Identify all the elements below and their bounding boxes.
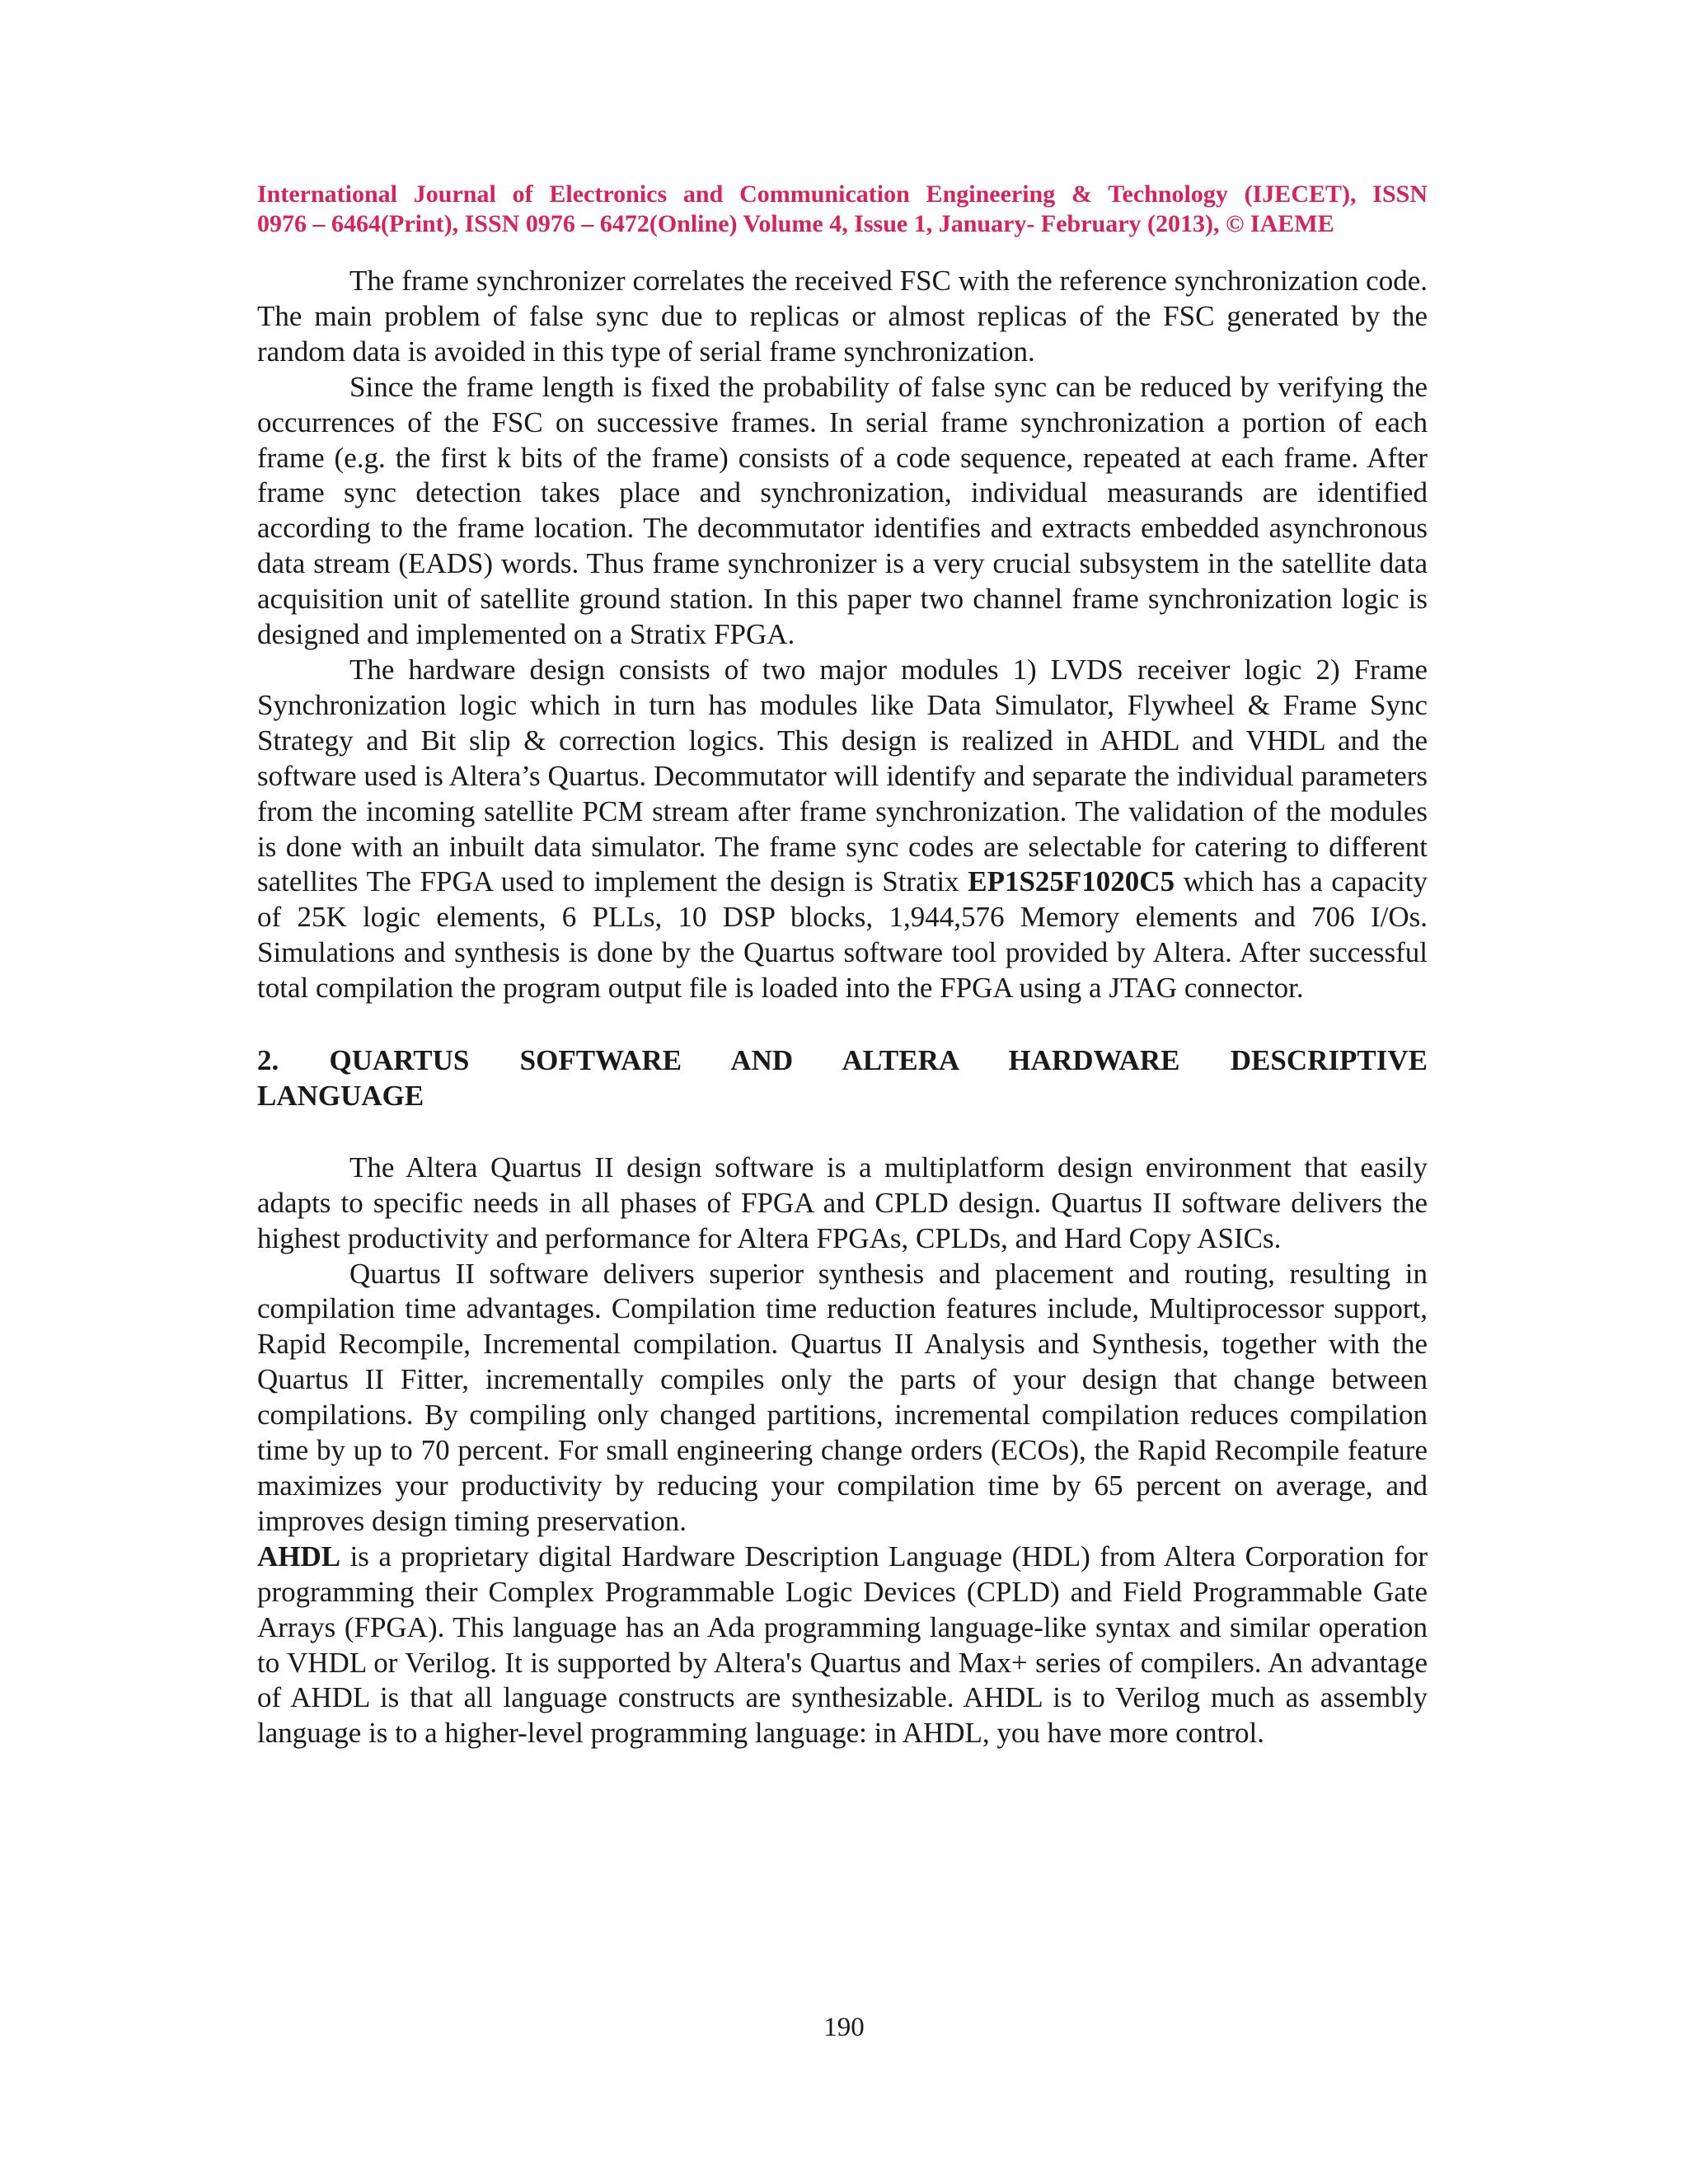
ahdl-description: is a proprietary digital Hardware Description Language (HDL) from Altera Corporation for programming their Complex Programmable Logic Devices (CPLD) and Field Programmable Gate Arrays (FPGA). This language has an Ada programming language-like syntax and similar operation to VHDL or Verilog. It is supported by Altera's Quartus and Max+ series of compilers. An advantage of AHDL is that all language constructs are synthesizable. AHDL is to Verilog much as assembly language is to a higher-level programming language: in AHDL, you have more control. (257, 1540, 1428, 1750)
section-heading-line1: 2. QUARTUS SOFTWARE AND ALTERA HARDWARE DESCRIPTIVE (257, 1044, 1428, 1077)
page-content (257, 180, 1428, 1751)
paragraph-quartus-intro: The Altera Quartus II design software is a multiplatform design environment that easily adapts to specific needs in all phases of FPGA and CPLD design. Quartus II software delivers the highest productivity and performance for Altera FPGAs, CPLDs, and Hard Copy ASICs. (257, 1151, 1428, 1254)
hardware-design-text-before: The hardware design consists of two major modules 1) LVDS receiver logic 2) Frame Synchronization logic which in turn has modules like Data Simulator, Flywheel & Frame Sync Strategy and Bit slip & correction logics. This design is realized in AHDL and VHDL and the software used is Altera’s Quartus. Decommutator will identify and separate the individual parameters from the incoming satellite PCM stream after frame synchronization. The validation of the modules is done with an inbuilt data simulator. The frame sync codes are selectable for catering to different satellites The FPGA used to implement the design is Stratix (257, 653, 1428, 898)
paragraph-ahdl (257, 1540, 1428, 1751)
journal-header-line1: International Journal of Electronics and Communication Engineering & Technology (IJECET), ISSN (257, 180, 1428, 208)
ahdl-term: AHDL (257, 1540, 341, 1572)
paragraph-quartus-compilation: Quartus II software delivers superior synthesis and placement and routing, resulting in compilation time advantages. Compilation time reduction features include, Multiprocessor support, Rapid Recompile, Incremental compilation. Quartus II Analysis and Synthesis, together with the Quartus II Fitter, incrementally compiles only the parts of your design that change between compilations. By compiling only changed partitions, incremental compilation reduces compilation time by up to 70 percent. For small engineering change orders (ECOs), the Rapid Recompile feature maximizes your productivity by reducing your compilation time by 65 percent on average, and improves design timing preservation. (257, 1257, 1428, 1537)
journal-header-line2: 0976 – 6464(Print), ISSN 0976 – 6472(Online) Volume 4, Issue 1, January- February (2013), © IAEME (257, 210, 1334, 237)
section-heading (257, 1043, 1428, 1114)
page-number: 190 (823, 2013, 865, 2042)
section-heading-line2: LANGUAGE (257, 1079, 424, 1112)
journal-header (257, 180, 1428, 239)
paragraph-hardware-design (257, 653, 1428, 1006)
paragraph-frame-synchronizer: The frame synchronizer correlates the received FSC with the reference synchronization code. The main problem of false sync due to replicas or almost replicas of the FSC generated by the random data is avoided in this type of serial frame synchronization. (257, 265, 1428, 368)
fpga-part-number: EP1S25F1020C5 (968, 865, 1175, 898)
hardware-design-text-after: which has a capacity of 25K logic elements, 6 PLLs, 10 DSP blocks, 1,944,576 Memory elements and 706 I/Os. Simulations and synthesis is done by the Quartus software tool provided by Altera. After successful total compilation the program output file is loaded into the FPGA using a JTAG connector. (257, 865, 1428, 1005)
paragraph-frame-length: Since the frame length is fixed the probability of false sync can be reduced by verifying the occurrences of the FSC on successive frames. In serial frame synchronization a portion of each frame (e.g. the first k bits of the frame) consists of a code sequence, repeated at each frame. After frame sync detection takes place and synchronization, individual measurands are identified according to the frame location. The decommutator identifies and extracts embedded asynchronous data stream (EADS) words. Thus frame synchronizer is a very crucial subsystem in the satellite data acquisition unit of satellite ground station. In this paper two channel frame synchronization logic is designed and implemented on a Stratix FPGA. (257, 370, 1428, 651)
